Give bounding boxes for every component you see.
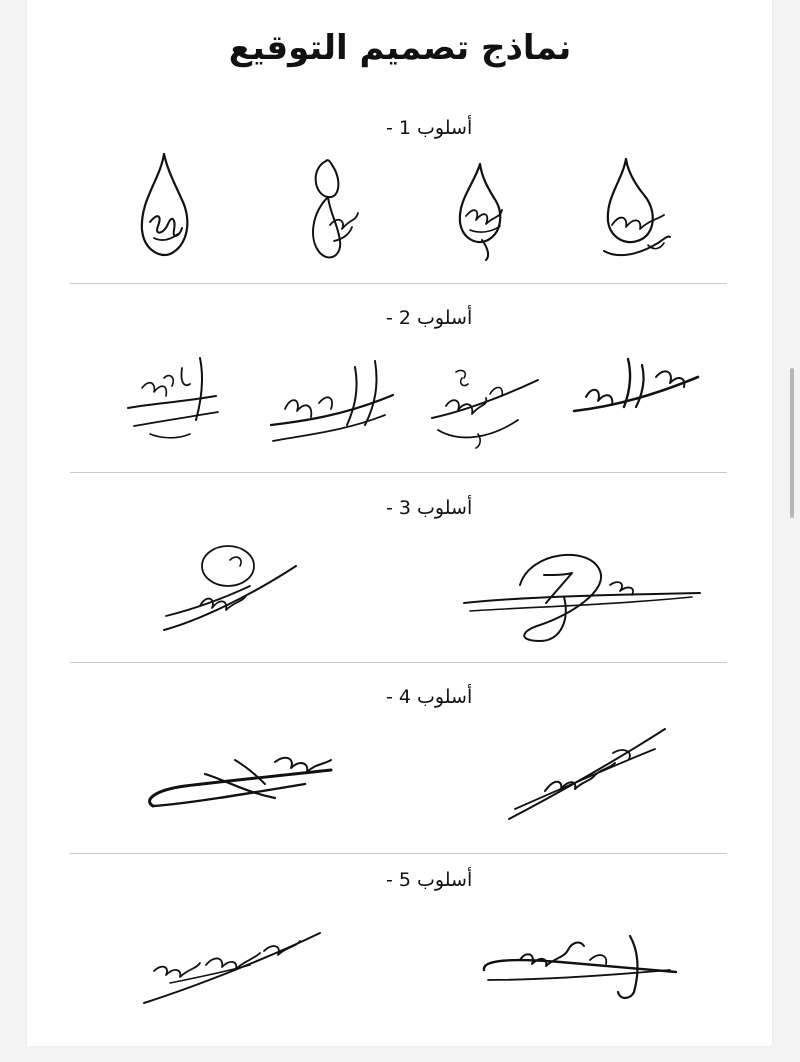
section-divider bbox=[70, 283, 727, 284]
scrollbar[interactable] bbox=[790, 368, 794, 518]
signature-1-4 bbox=[598, 155, 673, 265]
section-divider bbox=[70, 662, 727, 663]
signature-1-2 bbox=[300, 155, 370, 265]
signature-2-3 bbox=[428, 360, 543, 450]
section-3-label: أسلوب 3 - bbox=[386, 497, 473, 519]
signature-2-4 bbox=[570, 355, 705, 430]
page-title: نماذج تصميم التوقيع bbox=[228, 28, 572, 68]
section-divider bbox=[70, 472, 727, 473]
signature-5-2 bbox=[480, 930, 680, 1005]
signature-1-1 bbox=[130, 150, 200, 265]
signature-5-1 bbox=[140, 925, 325, 1010]
section-5-label: أسلوب 5 - bbox=[386, 869, 473, 891]
signature-3-1 bbox=[160, 540, 300, 640]
section-divider bbox=[70, 853, 727, 854]
section-2-label: أسلوب 2 - bbox=[386, 307, 473, 329]
signature-1-3 bbox=[450, 160, 520, 265]
section-4-label: أسلوب 4 - bbox=[386, 686, 473, 708]
section-1-label: أسلوب 1 - bbox=[386, 117, 473, 139]
signature-2-2 bbox=[265, 355, 400, 455]
signature-2-1 bbox=[120, 348, 230, 448]
signature-4-1 bbox=[145, 740, 340, 820]
signature-4-2 bbox=[505, 725, 670, 825]
signature-3-2 bbox=[460, 545, 705, 645]
